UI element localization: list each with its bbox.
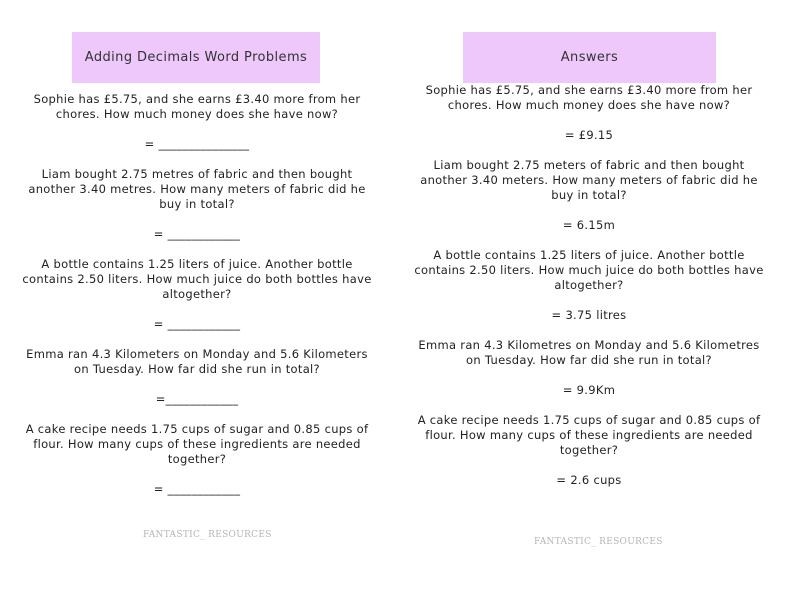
question-3: A bottle contains 1.25 liters of juice. Another bottle contains 2.50 liters. How much juice do both bottles have altogether? [22, 257, 372, 301]
worksheet-column [12, 0, 382, 497]
answer-value-3: = 3.75 litres [551, 308, 627, 322]
answer-question-4: Emma ran 4.3 Kilometres on Monday and 5.6 Kilometres on Tuesday. How far did she run in total? [418, 338, 760, 367]
worksheet-title: Adding Decimals Word Problems [72, 32, 320, 83]
question-2: Liam bought 2.75 metres of fabric and then bought another 3.40 metres. How many meters of fabric did he buy in total? [28, 167, 366, 211]
answer-question-3: A bottle contains 1.25 liters of juice. Another bottle contains 2.50 liters. How much juice do both bottles have altogether? [414, 248, 764, 292]
answer-question-2: Liam bought 2.75 meters of fabric and then bought another 3.40 meters. How many meters of fabric did he buy in total? [420, 158, 758, 202]
answer-question-5: A cake recipe needs 1.75 cups of sugar and 0.85 cups of flour. How many cups of these ingredients are needed together? [417, 413, 761, 457]
answer-value-5: = 2.6 cups [556, 473, 622, 487]
answers-title: Answers [463, 32, 716, 83]
answer-blank-2: = ____________ [153, 227, 241, 241]
answer-question-1: Sophie has £5.75, and she earns £3.40 more from her chores. How much money does she have now? [425, 83, 753, 112]
brand-watermark-left: FANTASTIC_ RESOURCES [143, 530, 272, 540]
answer-blank-1: = _______________ [144, 137, 250, 151]
answer-blank-3: = ____________ [153, 317, 241, 331]
answer-value-1: = £9.15 [564, 128, 614, 142]
answer-blank-5: = ____________ [153, 482, 241, 496]
answers-column [404, 0, 774, 488]
question-1: Sophie has £5.75, and she earns £3.40 more from her chores. How much money does she have now? [33, 92, 361, 121]
question-5: A cake recipe needs 1.75 cups of sugar and 0.85 cups of flour. How many cups of these ingredients are needed together? [25, 422, 369, 466]
answer-blank-4: =____________ [155, 392, 239, 406]
answer-value-4: = 9.9Km [562, 383, 616, 397]
brand-watermark-right: FANTASTIC_ RESOURCES [534, 537, 663, 547]
question-4: Emma ran 4.3 Kilometers on Monday and 5.6 Kilometers on Tuesday. How far did she run in total? [26, 347, 368, 376]
answer-value-2: = 6.15m [562, 218, 616, 232]
